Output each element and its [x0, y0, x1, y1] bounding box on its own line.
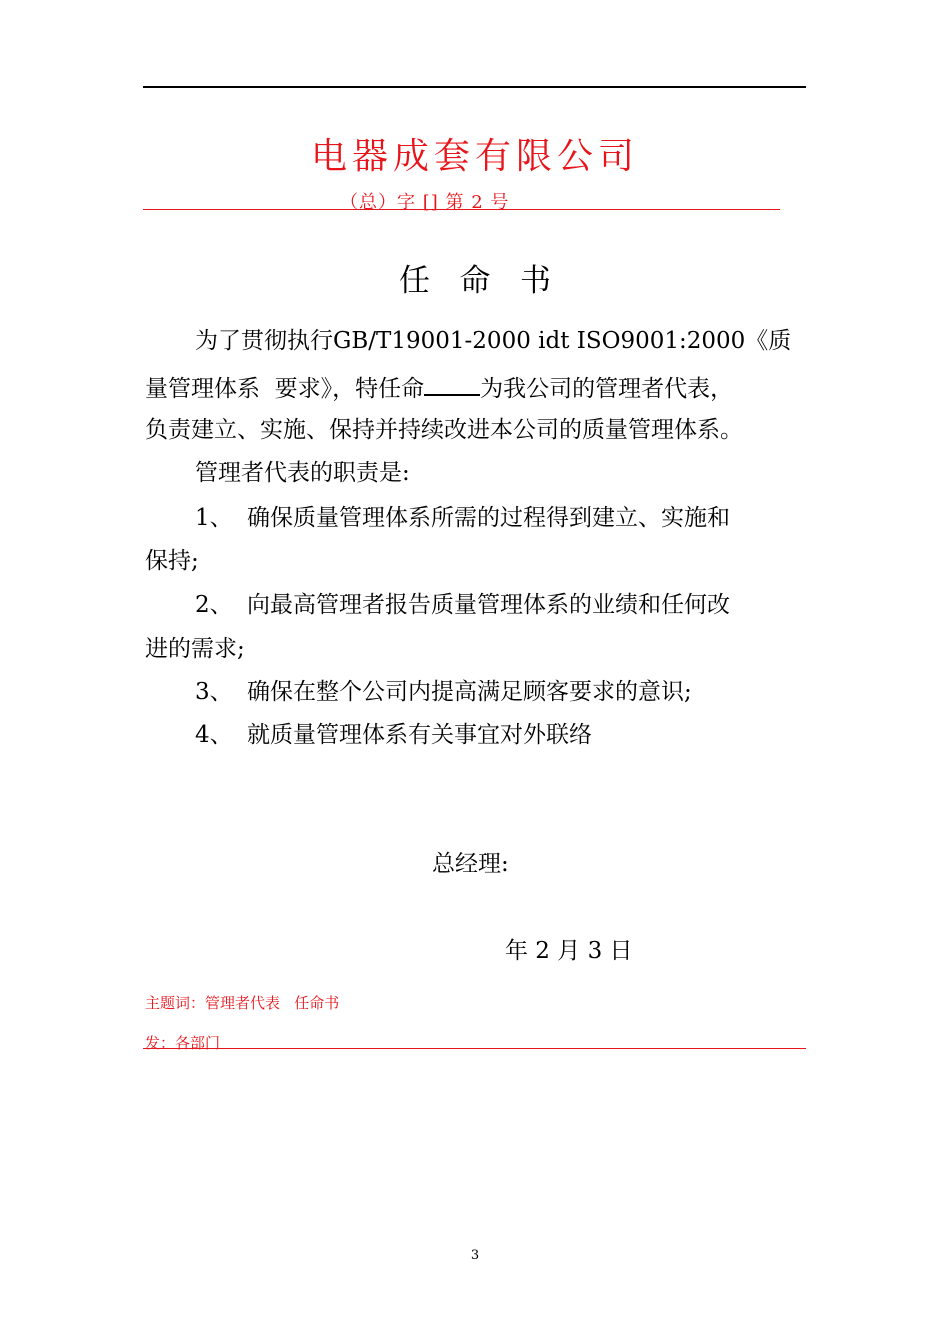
duty-3-text: 确保在整个公司内提高满足顾客要求的意识; [247, 679, 692, 705]
duty-1-continuation: 保持; [145, 548, 199, 574]
name-blank [424, 372, 480, 396]
paragraph-line-2 [145, 372, 733, 403]
header-red-rule [143, 209, 780, 210]
duty-3-number: 3、 [195, 679, 233, 705]
duty-4-text: 就质量管理体系有关事宜对外联络 [247, 722, 592, 748]
keywords-line: 主题词：管理者代表 任命书 [145, 994, 340, 1012]
appoint-role-text: 为我公司的管理者代表， [480, 376, 734, 402]
duty-2-text: 向最高管理者报告质量管理体系的业绩和任何改 [247, 592, 730, 618]
duties-heading: 管理者代表的职责是: [195, 460, 410, 486]
signature-date: 年 2 月 3 日 [505, 938, 633, 964]
paragraph-line-3: 负责建立、实施、保持并持续改进本公司的质量管理体系。 [145, 417, 743, 443]
distribution-line: 发：各部门 [145, 1034, 221, 1052]
duty-2-number: 2、 [195, 592, 233, 618]
duty-1-text: 确保质量管理体系所需的过程得到建立、实施和 [247, 505, 730, 531]
top-rule [143, 86, 806, 88]
duty-4-number: 4、 [195, 722, 233, 748]
page-number: 3 [470, 1248, 480, 1263]
signature-label: 总经理: [432, 851, 509, 877]
paragraph-line-1: 为了贯彻执行GB/T19001-2000 idt ISO9001:2000《质 [195, 328, 792, 354]
document-number: （总）字 [] 第 2 号 [340, 192, 510, 213]
duty-1-number: 1、 [195, 505, 233, 531]
document-title: 任 命 书 [398, 263, 552, 299]
appoint-text: 量管理体系 要求》，特任命 [145, 376, 425, 402]
duty-2-continuation: 进的需求; [145, 636, 245, 662]
company-name: 电器成套有限公司 [310, 136, 639, 177]
footer-red-rule [143, 1048, 806, 1049]
